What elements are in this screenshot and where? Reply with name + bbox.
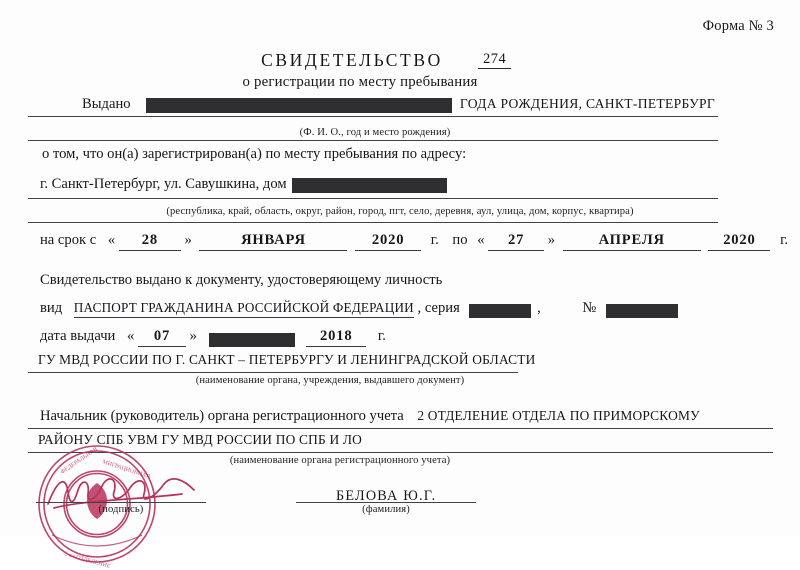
identity-kind-row: [40, 300, 678, 318]
signer-name: БЕЛОВА Ю.Г.: [336, 488, 437, 504]
term-to-day: 27: [488, 232, 544, 251]
identity-kind-label: вид: [40, 300, 63, 316]
quote-close-date: »: [189, 328, 197, 344]
term-to-month: АПРЕЛЯ: [563, 232, 701, 251]
identity-date-row: [40, 328, 386, 347]
caption-signature: (подпись): [98, 504, 144, 515]
quote-open-to: «: [477, 232, 485, 248]
identity-date-g: г.: [377, 328, 386, 344]
identity-number-label: №: [582, 300, 597, 316]
rule-address: [28, 198, 718, 199]
rule-address-second: [28, 222, 718, 223]
identity-kind-value: ПАСПОРТ ГРАЖДАНИНА РОССИЙСКОЙ ФЕДЕРАЦИИ: [74, 300, 414, 318]
caption-fio: (Ф. И. О., год и место рождения): [299, 127, 451, 138]
redaction-bar-series: [469, 304, 531, 318]
comma-series: ,: [537, 300, 541, 316]
svg-text:МИГРАЦИОННАЯ: МИГРАЦИОННАЯ: [101, 459, 151, 481]
chief-office-line2: РАЙОНУ СПБ УВМ ГУ МВД РОССИИ ПО СПБ И ЛО: [38, 432, 363, 447]
redaction-bar-date-month: [209, 333, 295, 347]
identity-intro: Свидетельство выдано к документу, удостоверяющему личность: [40, 272, 443, 288]
form-number: Форма № 3: [702, 18, 774, 34]
issued-to-row: [82, 96, 715, 113]
identity-date-day: 07: [138, 328, 186, 347]
identity-authority: ГУ МВД РОССИИ ПО Г. САНКТ – ПЕТЕРБУРГУ И ЛЕНИНГРАДСКОЙ ОБЛАСТИ: [38, 352, 536, 367]
caption-authority: (наименование органа, учреждения, выдавшего документ): [195, 375, 465, 386]
quote-close-from: »: [184, 232, 192, 248]
caption-address: (республика, край, область, округ, район, город, пгт, село, деревня, аул, улица, дом, корпус, квартира): [166, 206, 634, 217]
redaction-bar-number: [606, 304, 678, 318]
certificate-number: [478, 51, 511, 68]
term-g2: г.: [780, 232, 789, 248]
rule-issued-to: [28, 116, 718, 117]
chief-row: [40, 408, 700, 425]
term-prefix: на срок с: [40, 232, 97, 248]
rule-name: [296, 502, 476, 503]
quote-open-from: «: [107, 232, 116, 248]
page-subtitle: [0, 74, 800, 91]
certificate-number-value: 274: [478, 51, 511, 69]
identity-series-label: , серия: [417, 300, 460, 316]
term-middle: по: [452, 232, 468, 248]
redaction-bar-fio: [146, 98, 452, 113]
identity-date-year: 2018: [306, 328, 366, 347]
term-row: [40, 232, 788, 251]
rule-chief-line1: [28, 428, 773, 429]
quote-close-to: »: [547, 232, 556, 248]
rule-signature: [36, 502, 206, 503]
page-subtitle-text: о регистрации по месту пребывания: [242, 74, 478, 90]
caption-name: (фамилия): [362, 504, 410, 515]
svg-text:2-ое ОТДЕЛЕНИЕ: 2-ое ОТДЕЛЕНИЕ: [63, 551, 111, 570]
title-block: [0, 50, 800, 71]
term-from-year: 2020: [355, 232, 421, 251]
issued-to-value: ГОДА РОЖДЕНИЯ, САНКТ-ПЕТЕРБУРГ: [459, 96, 716, 111]
rule-fio-second: [28, 140, 718, 141]
term-from-month: ЯНВАРЯ: [199, 232, 347, 251]
issued-to-label: Выдано: [82, 96, 131, 112]
caption-office: (наименование органа регистрационного учета): [229, 455, 451, 466]
redaction-bar-address: [292, 178, 447, 193]
term-from-day: 28: [119, 232, 181, 251]
term-g1: г.: [430, 232, 439, 248]
identity-date-label: дата выдачи: [40, 328, 116, 344]
chief-label: Начальник (руководитель) органа регистрационного учета: [40, 408, 404, 424]
term-to-year: 2020: [708, 232, 770, 251]
registered-text: о том, что он(а) зарегистрирован(а) по месту пребывания по адресу:: [42, 146, 467, 162]
rule-authority: [28, 372, 518, 373]
address-row: [40, 176, 447, 193]
page-title: СВИДЕТЕЛЬСТВО: [261, 50, 443, 70]
quote-open-date: «: [127, 328, 135, 344]
svg-text:ФЕДЕРАЛЬНАЯ: ФЕДЕРАЛЬНАЯ: [59, 446, 99, 476]
address-value: г. Санкт-Петербург, ул. Савушкина, дом: [40, 176, 287, 192]
chief-office-line1: 2 ОТДЕЛЕНИЕ ОТДЕЛА ПО ПРИМОРСКОМУ: [417, 408, 700, 423]
